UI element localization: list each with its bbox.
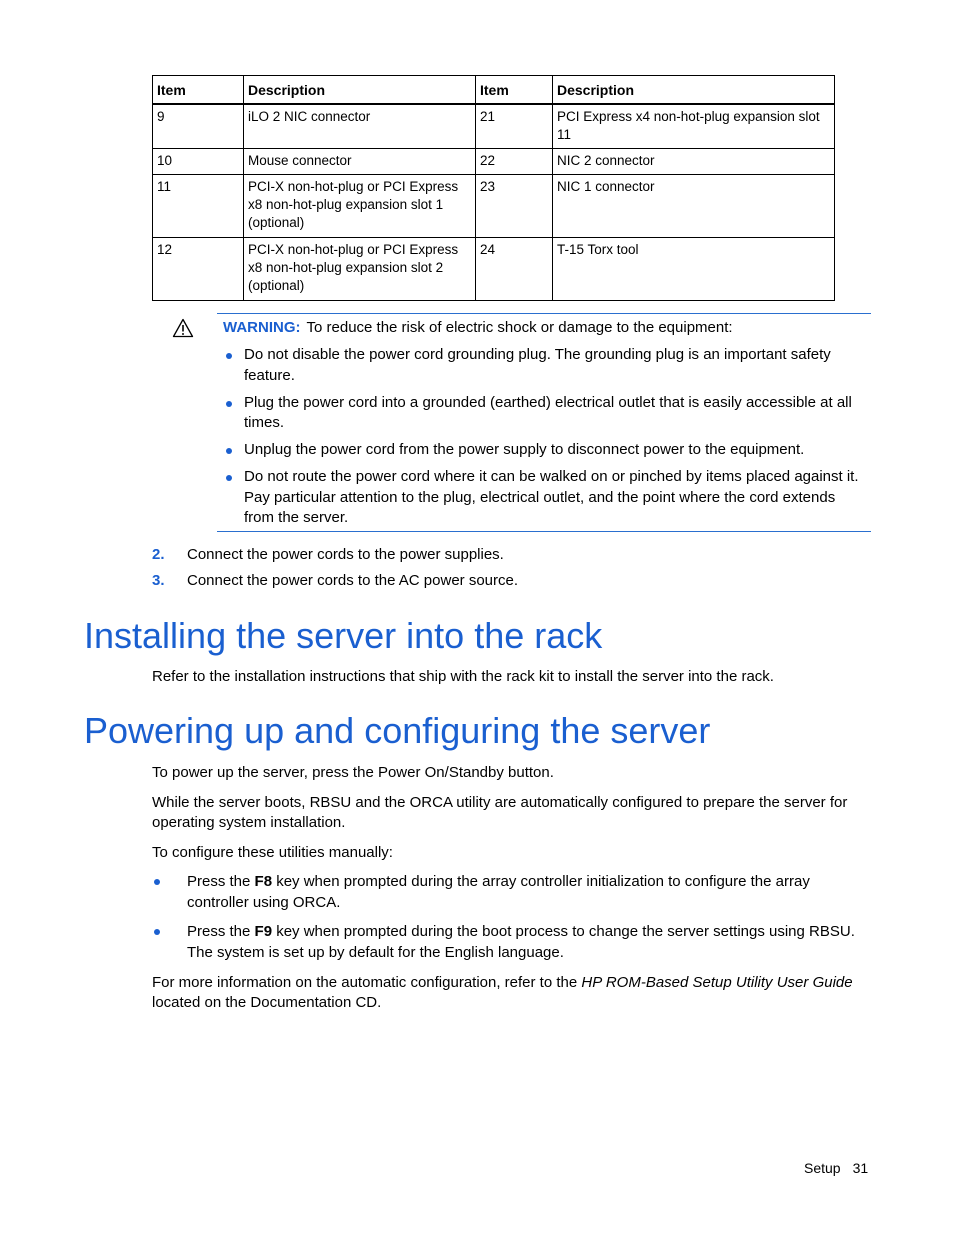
step-2 — [152, 545, 504, 565]
list-item-text: Do not route the power cord where it can be walked on or pinched by items placed against it. Pay particular attention to the plug, electrical outlet, and the point where the cord extends from the server. — [244, 468, 859, 526]
list-item — [152, 921, 868, 963]
list-item-text: Unplug the power cord from the power supply to disconnect power to the equipment. — [244, 441, 805, 458]
step-3 — [152, 571, 518, 591]
table-cell: PCI Express x4 non-hot-plug expansion slot 11 — [553, 104, 835, 148]
list-item — [223, 393, 868, 434]
header-item: Item — [476, 76, 553, 105]
table-cell: iLO 2 NIC connector — [244, 104, 476, 148]
table-cell: T-15 Torx tool — [553, 237, 835, 300]
bullet-icon — [226, 401, 232, 407]
header-description: Description — [244, 76, 476, 105]
warning-intro-line — [223, 318, 733, 338]
table-row — [153, 104, 835, 148]
page-footer — [804, 1158, 868, 1178]
paragraph-text: For more information on the automatic configuration, refer to the — [152, 974, 582, 991]
list-item-text: key when prompted during the boot process to change the server settings using RBSU. The system is set up by default for the English language. — [187, 923, 855, 961]
warning-intro: To reduce the risk of electric shock or damage to the equipment: — [306, 319, 733, 336]
page-number: 31 — [852, 1160, 869, 1176]
configure-list — [152, 871, 868, 971]
table-cell: Mouse connector — [244, 148, 476, 174]
table-cell: 23 — [476, 174, 553, 237]
table-row — [153, 148, 835, 174]
list-item — [223, 440, 868, 461]
heading-installing: Installing the server into the rack — [84, 615, 603, 656]
table-cell: 12 — [153, 237, 244, 300]
power-paragraph-2: While the server boots, RBSU and the ORCA utility are automatically configured to prepare the server for operating system installation. — [152, 794, 848, 831]
table-cell: 22 — [476, 148, 553, 174]
power-paragraph-1: To power up the server, press the Power On/Standby button. — [152, 764, 554, 781]
list-item — [223, 467, 868, 529]
bullet-icon — [154, 879, 160, 885]
install-paragraph: Refer to the installation instructions that ship with the rack kit to install the server into the rack. — [152, 668, 774, 685]
warning-list — [223, 345, 868, 535]
header-item: Item — [153, 76, 244, 105]
list-item — [152, 871, 868, 913]
list-item-text: Press the — [187, 873, 255, 890]
table-cell: 9 — [153, 104, 244, 148]
table-cell: 11 — [153, 174, 244, 237]
key-name: F8 — [254, 873, 273, 890]
warning-triangle-icon — [172, 318, 194, 338]
table-header-row — [153, 76, 835, 105]
power-paragraph-4 — [152, 973, 868, 1013]
list-item-text: Plug the power cord into a grounded (earthed) electrical outlet that is easily accessible at all times. — [244, 393, 852, 431]
step-text: Connect the power cords to the AC power source. — [187, 572, 519, 589]
heading-powering-up: Powering up and configuring the server — [84, 710, 711, 751]
bullet-icon — [154, 929, 160, 935]
table-cell: PCI-X non-hot-plug or PCI Express x8 non-hot-plug expansion slot 1 (optional) — [244, 174, 476, 237]
key-name: F9 — [254, 923, 273, 940]
paragraph-text: located on the Documentation CD. — [152, 994, 382, 1011]
step-number: 3. — [152, 572, 165, 589]
parts-table — [152, 75, 835, 301]
list-item-text: Do not disable the power cord grounding plug. The grounding plug is an important safety feature. — [244, 346, 831, 384]
list-item-text: key when prompted during the array controller initialization to configure the array controller using ORCA. — [187, 873, 810, 911]
table-cell: 24 — [476, 237, 553, 300]
bullet-icon — [226, 353, 232, 359]
table-row — [153, 237, 835, 300]
list-item — [223, 345, 868, 386]
bullet-icon — [226, 448, 232, 454]
step-number: 2. — [152, 546, 165, 563]
header-description: Description — [553, 76, 835, 105]
guide-title: HP ROM-Based Setup Utility User Guide — [581, 974, 853, 991]
table-cell: NIC 1 connector — [553, 174, 835, 237]
bullet-icon — [226, 475, 232, 481]
table-row — [153, 174, 835, 237]
list-item-text: Press the — [187, 923, 255, 940]
table-cell: 21 — [476, 104, 553, 148]
table-cell: PCI-X non-hot-plug or PCI Express x8 non-hot-plug expansion slot 2 (optional) — [244, 237, 476, 300]
power-paragraph-3: To configure these utilities manually: — [152, 844, 393, 861]
table-cell: 10 — [153, 148, 244, 174]
table-cell: NIC 2 connector — [553, 148, 835, 174]
footer-section: Setup — [804, 1160, 841, 1176]
step-text: Connect the power cords to the power supplies. — [187, 546, 504, 563]
warning-label: WARNING: — [223, 319, 301, 336]
